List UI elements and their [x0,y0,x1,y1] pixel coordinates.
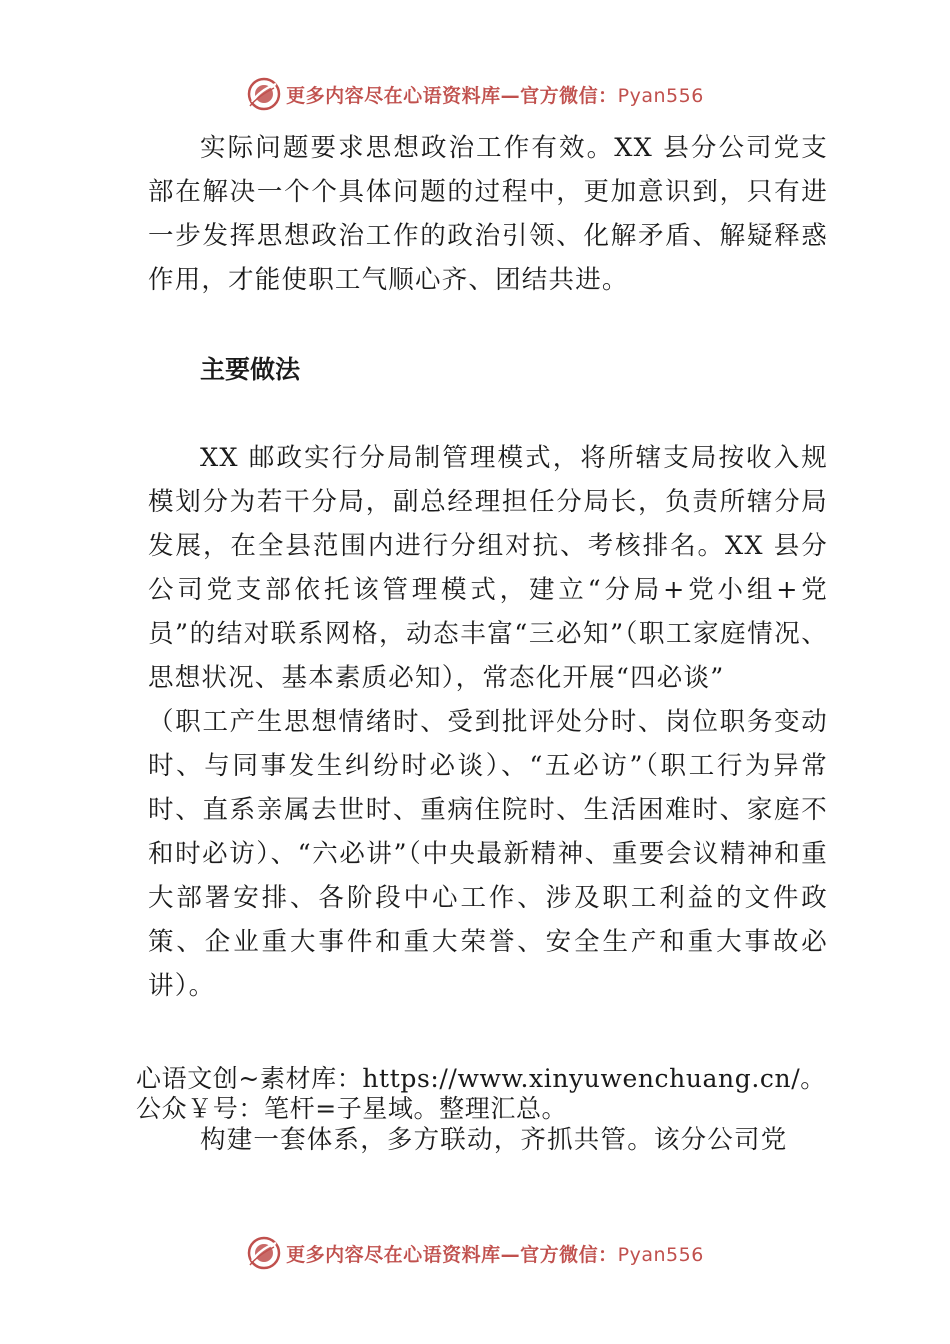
banner-wechat-id: Pyan556 [617,1243,704,1266]
section-heading: 主要做法 [200,355,301,384]
banner-slogan: 更多内容尽在心语资料库—官方微信： [286,1243,618,1266]
paragraph-1: 实际问题要求思想政治工作有效。XX 县分公司党支部在解决一个个具体问题的过程中，更加意识到，只有进一步发挥思想政治工作的政治引领、化解矛盾、解疑释惑作用，才能使职工气顺心齐、团结共进。 [148,133,828,295]
banner-text [286,81,704,108]
paragraph-3: （职工产生思想情绪时、受到批评处分时、岗位职务变动时、与同事发生纠纷时必谈）、“五必访”（职工行为异常时、直系亲属去世时、重病住院时、生活困难时、家庭不和时必访）、“六必讲”（中央最新精神、重要会议精神和重大部署安排、各阶段中心工作、涉及职工利益的文件政策、企业重大事件和重大荣誉、安全生产和重大事故必讲）。 [148,707,828,1001]
banner-text [286,1240,704,1267]
banner-slogan: 更多内容尽在心语资料库—官方微信： [286,84,618,107]
source-note: 心语文创~素材库：https://www.xinyuwenchuang.cn/。公众￥号：笔杆=子星域。整理汇总。 [136,1064,826,1123]
footer-banner [0,1231,950,1275]
banner-wechat-id: Pyan556 [617,84,704,107]
document-body [148,126,828,1008]
paragraph-4: 构建一套体系，多方联动，齐抓共管。该分公司党 [200,1125,788,1155]
xinyu-logo-icon [246,76,282,112]
paragraph-2: XX 邮政实行分局制管理模式，将所辖支局按收入规模划分为若干分局，副总经理担任分局长，负责所辖分局发展，在全县范围内进行分组对抗、考核排名。XX 县分公司党支部依托该管理模式，建立“分局+党小组+党员”的结对联系网格，动态丰富“三必知”（职工家庭情况、思想状况、基本素质必知），常态化开展“四必谈” [148,443,828,693]
xinyu-logo-icon [246,1235,282,1271]
header-banner [0,72,950,116]
